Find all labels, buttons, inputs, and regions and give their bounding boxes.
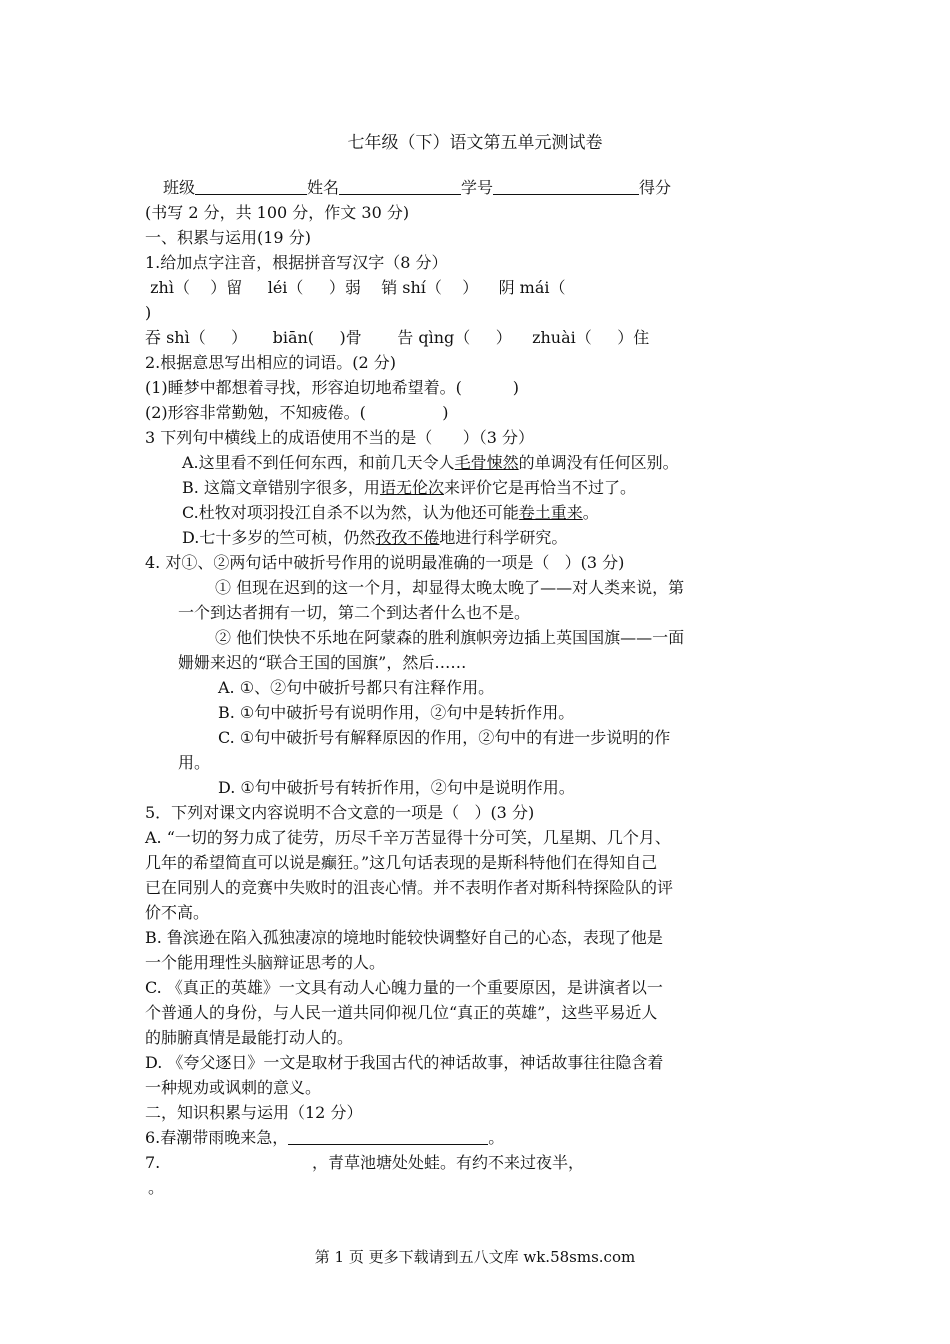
q6-end: 。 — [488, 1128, 505, 1147]
q1-stem: 1.给加点字注音，根据拼音写汉字（8 分） — [145, 253, 448, 272]
q3-option-b — [182, 478, 636, 498]
q4-option-d: D. ①句中破折号有转折作用，②句中是说明作用。 — [218, 778, 575, 797]
class-label: 班级 — [163, 178, 196, 197]
q3-b-idiom: 语无伦次 — [379, 478, 444, 497]
q3-c-idiom: 卷土重来 — [518, 503, 583, 522]
q4-option-c2: 用。 — [178, 753, 211, 772]
q5-b-line1: B. 鲁滨逊在陷入孤独凄凉的境地时能较快调整好自己的心态，表现了他是 — [145, 928, 663, 947]
q3-b-post: 来评价它是再恰当不过了。 — [443, 478, 636, 497]
q6-line — [145, 1128, 504, 1148]
score-note: (书写 2 分，共 100 分，作文 30 分) — [145, 203, 410, 222]
page-footer: 第 1 页 更多下载请到五八文库 wk.58sms.com — [314, 1248, 636, 1266]
q4-stem: 4. 对①、②两句话中破折号作用的说明最准确的一项是（ ）(3 分) — [145, 553, 625, 572]
q1-row1: zhì（ ）留 léi（ ）弱 销 shí（ ） 阴 mái（ — [145, 278, 566, 297]
q5-c-line2: 个普通人的身份，与人民一道共同仰视几位“真正的英雄”，这些平易近人 — [145, 1003, 658, 1022]
q5-stem: 5．下列对课文内容说明不合文意的一项是（ ）(3 分) — [145, 803, 535, 822]
section-2-heading: 二，知识积累与运用（12 分） — [145, 1103, 363, 1122]
q5-b-line2: 一个能用理性头脑辩证思考的人。 — [145, 953, 386, 972]
q7-text: ，青草池塘处处蛙。有约不来过夜半， — [312, 1153, 585, 1172]
name-label: 姓名 — [307, 178, 340, 197]
q4-sentence-1b: 一个到达者拥有一切，第二个到达者什么也不是。 — [178, 603, 531, 622]
name-blank[interactable] — [339, 178, 461, 195]
q1-row2: 吞 shì（ ） biān( )骨 告 qìng（ ） zhuài（ ）住 — [145, 328, 650, 347]
q6-text: 6.春潮带雨晚来急， — [145, 1128, 289, 1147]
number-blank[interactable] — [493, 178, 639, 195]
score-label: 得分 — [639, 178, 672, 197]
q2-stem: 2.根据意思写出相应的词语。(2 分) — [145, 353, 397, 372]
q3-option-a — [182, 453, 679, 473]
q4-option-c1: C. ①句中破折号有解释原因的作用，②句中的有进一步说明的作 — [218, 728, 671, 747]
q3-a-pre: A.这里看不到任何东西，和前几天令人 — [182, 453, 455, 472]
number-label: 学号 — [461, 178, 494, 197]
q6-answer-blank[interactable] — [288, 1128, 488, 1145]
q5-a-line1: A. “一切的努力成了徒劳，历尽千辛万苦显得十分可笑，几星期、几个月、 — [145, 828, 671, 847]
q3-stem: 3 下列句中横线上的成语使用不当的是（ ）（3 分） — [145, 428, 535, 447]
q3-option-c — [182, 503, 599, 523]
q5-c-line3: 的肺腑真情是最能打动人的。 — [145, 1028, 354, 1047]
student-info-line — [163, 178, 671, 198]
q4-option-b: B. ①句中破折号有说明作用，②句中是转折作用。 — [218, 703, 575, 722]
q7-end: 。 — [148, 1178, 165, 1197]
q3-d-pre: D.七十多岁的竺可桢，仍然 — [182, 528, 376, 547]
q3-d-idiom: 孜孜不倦 — [375, 528, 440, 547]
q2-item-1: (1)睡梦中都想着寻找，形容迫切地希望着。( ) — [145, 378, 520, 397]
q3-c-post: 。 — [582, 503, 599, 522]
q4-sentence-2a: ② 他们快快不乐地在阿蒙森的胜利旗帜旁边插上英国国旗——一面 — [215, 628, 685, 647]
q4-sentence-1a: ① 但现在迟到的这一个月，却显得太晚太晚了——对人类来说，第 — [215, 578, 685, 597]
q3-option-d — [182, 528, 567, 548]
q5-a-line2: 几年的希望简直可以说是癫狂。”这几句话表现的是斯科特他们在得知自己 — [145, 853, 658, 872]
q1-row1-wrap: ) — [145, 303, 152, 322]
q5-a-line3: 已在同别人的竞赛中失败时的沮丧心情。并不表明作者对斯科特探险队的评 — [145, 878, 674, 897]
section-1-heading: 一、积累与运用(19 分) — [145, 228, 311, 247]
q3-a-post: 的单调没有任何区别。 — [518, 453, 679, 472]
class-blank[interactable] — [195, 178, 307, 195]
q4-sentence-2b: 姗姗来迟的“联合王国的国旗”，然后…… — [178, 653, 467, 672]
q5-c-line1: C. 《真正的英雄》一文具有动人心魄力量的一个重要原因，是讲演者以一 — [145, 978, 663, 997]
q3-a-idiom: 毛骨悚然 — [454, 453, 519, 472]
q3-c-pre: C.杜牧对项羽投江自杀不以为然，认为他还可能 — [182, 503, 519, 522]
q5-d-line2: 一种规劝或讽刺的意义。 — [145, 1078, 322, 1097]
q2-item-2: (2)形容非常勤勉，不知疲倦。( ) — [145, 403, 449, 422]
q3-b-pre: B. 这篇文章错别字很多，用 — [182, 478, 380, 497]
q3-d-post: 地进行科学研究。 — [439, 528, 568, 547]
page-title: 七年级（下）语文第五单元测试卷 — [347, 133, 603, 153]
q7-number: 7. — [145, 1153, 161, 1172]
q4-option-a: A. ①、②句中破折号都只有注释作用。 — [218, 678, 495, 697]
q5-a-line4: 价不高。 — [145, 903, 210, 922]
q5-d-line1: D. 《夸父逐日》一文是取材于我国古代的神话故事，神话故事往往隐含着 — [145, 1053, 664, 1072]
